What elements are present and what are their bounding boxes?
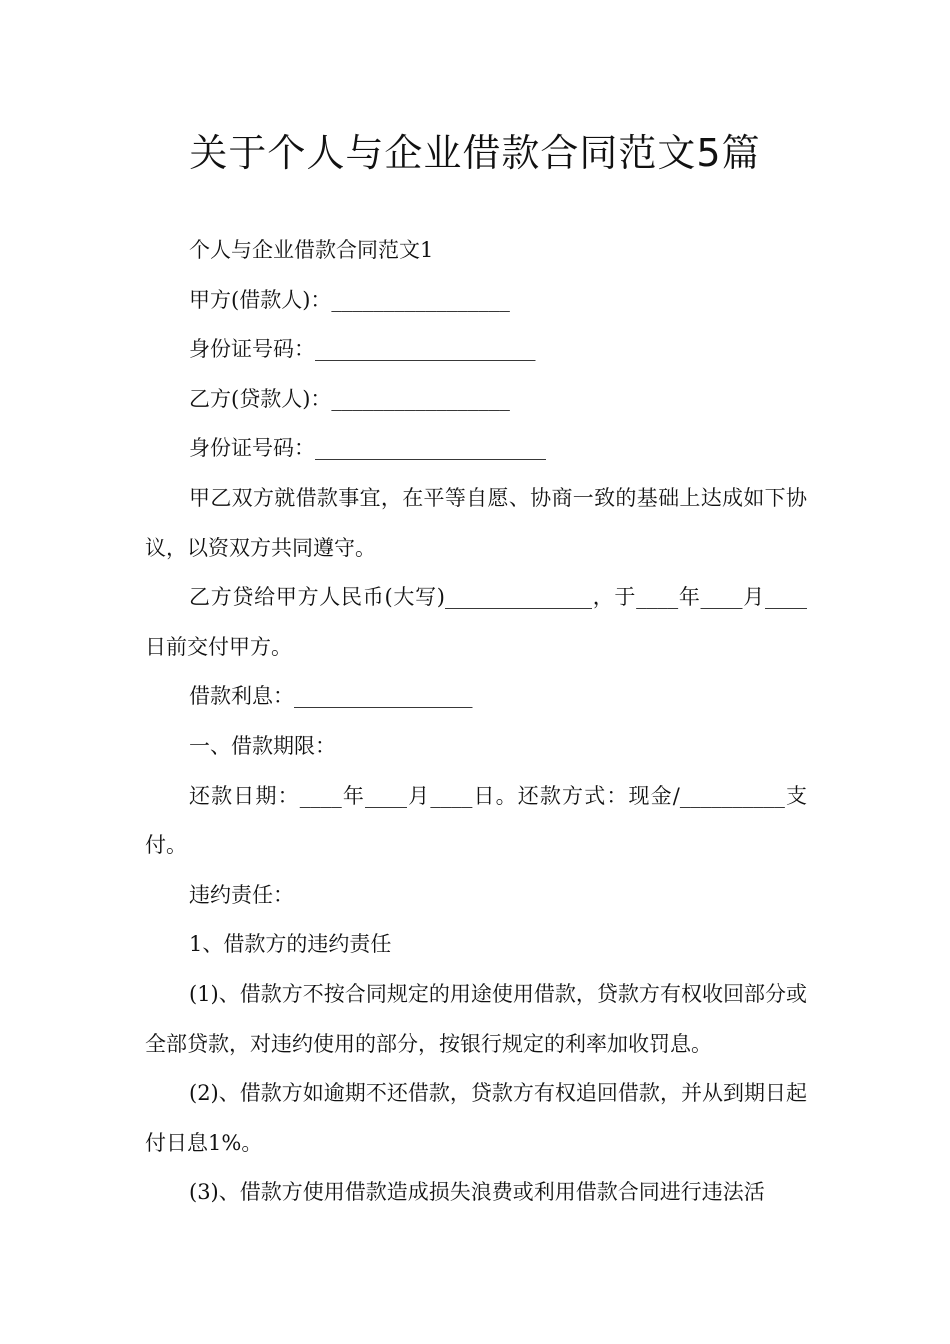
loan-term-heading: 一、借款期限： (189, 733, 336, 758)
agreement-intro: 甲乙双方就借款事宜，在平等自愿、协商一致的基础上达成如下协议，以资双方共同遵守。 (145, 485, 807, 560)
party-b-id-field: 身份证号码：______________________ (189, 436, 546, 461)
party-a-field: 甲方(借款人)：_________________ (189, 287, 510, 312)
borrower-liability-heading: 1、借款方的违约责任 (189, 932, 392, 957)
liability-clause-1: (1)、借款方不按合同规定的用途使用借款，贷款方有权收回部分或全部贷款，对违约使用的部分，按银行规定的利率加收罚息。 (145, 981, 807, 1056)
section-heading: 个人与企业借款合同范文1 (189, 238, 434, 262)
party-a-id-field: 身份证号码：_____________________ (189, 337, 536, 362)
loan-amount-clause: 乙方贷给甲方人民币(大写)______________，于____年____月____日前交付甲方。 (145, 585, 807, 659)
interest-field: 借款利息：_________________ (189, 684, 473, 709)
document-body (145, 226, 807, 1218)
liability-clause-2: (2)、借款方如逾期不还借款，贷款方有权追回借款，并从到期日起付日息1%。 (145, 1081, 807, 1155)
document-title: 关于个人与企业借款合同范文5篇 (189, 131, 761, 175)
repayment-clause: 还款日期：____年____月____日。还款方式：现金/__________支付。 (145, 783, 807, 858)
liability-heading: 违约责任： (189, 882, 294, 907)
liability-clause-3: (3)、借款方使用借款造成损失浪费或利用借款合同进行违法活 (189, 1180, 765, 1205)
party-b-field: 乙方(贷款人)：_________________ (189, 386, 510, 411)
